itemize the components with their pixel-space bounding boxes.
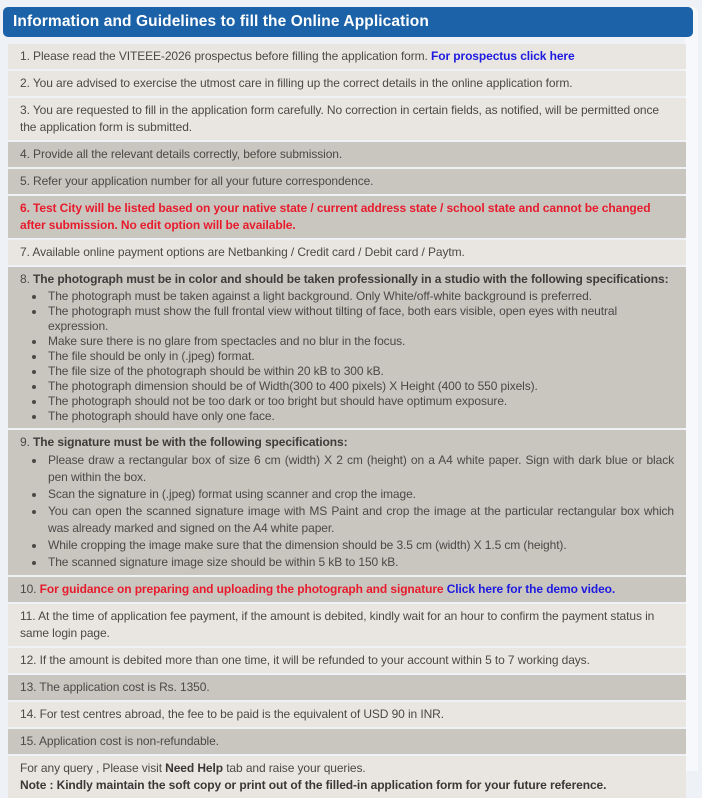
guideline-item-12	[8, 648, 686, 673]
photo-spec-item: • The photograph must be taken against a light background. Only White/off-white background is preferred.	[46, 289, 674, 304]
photo-spec-item: • The photograph must show the full frontal view without tilting of face, both ears visible, open eyes with neutral expression.	[46, 304, 674, 334]
photo-specs-heading: The photograph must be in color and should be taken professionally in a studio with the following specifications:	[33, 272, 669, 286]
item-number: 2.	[20, 76, 30, 90]
item-number: 14.	[20, 707, 37, 721]
guideline-item-2	[8, 71, 686, 96]
item-number: 4.	[20, 147, 30, 161]
item-number: 15.	[20, 734, 37, 748]
query-help-line	[20, 760, 674, 777]
item-text: Please read the VITEEE-2026 prospectus before filling the application form.	[33, 49, 428, 63]
guideline-item-6-warning	[8, 196, 686, 238]
item-number: 9.	[20, 435, 30, 449]
card-right-edge	[685, 7, 698, 771]
item-text: You are advised to exercise the utmost care in filling up the correct details in the online application form.	[32, 76, 573, 90]
item-number: 10.	[20, 582, 37, 596]
guideline-item-8-photo-specs	[8, 267, 686, 428]
photo-spec-item: • The photograph should have only one face.	[46, 409, 674, 424]
query-suffix: tab and raise your queries.	[226, 761, 366, 775]
need-help-tab-ref: Need Help	[165, 761, 223, 775]
signature-spec-item: • The scanned signature image size should be within 5 kB to 150 kB.	[46, 554, 674, 571]
page-title: Information and Guidelines to fill the Online Application	[13, 13, 429, 30]
signature-spec-item: • While cropping the image make sure that the dimension should be 3.5 cm (width) X 1.5 cm (height).	[46, 537, 674, 554]
demo-video-link[interactable]: Click here for the demo video.	[446, 582, 616, 596]
photo-spec-item: • The photograph dimension should be of Width(300 to 400 pixels) X Height (400 to 550 pixels).	[46, 379, 674, 394]
warning-text: Test City will be listed based on your native state / current address state / school state and cannot be changed after submission. No edit option will be available.	[20, 201, 651, 232]
item-text: Refer your application number for all your future correspondence.	[33, 174, 374, 188]
keep-copy-note: Note : Kindly maintain the soft copy or print out of the filled-in application form for your future reference.	[20, 778, 607, 792]
item-number: 12.	[20, 653, 37, 667]
signature-spec-item: • You can open the scanned signature image with MS Paint and crop the image at the particular rectangular box which was already marked and signed on the A4 white paper.	[46, 503, 674, 537]
guideline-item-7	[8, 240, 686, 265]
guideline-item-13	[8, 675, 686, 700]
signature-spec-item: • Scan the signature in (.jpeg) format using scanner and crop the image.	[46, 486, 674, 503]
photo-spec-item: • Make sure there is no glare from spectacles and no blur in the focus.	[46, 334, 674, 349]
signature-spec-item: • Please draw a rectangular box of size 6 cm (width) X 2 cm (height) on a A4 white paper. Sign with dark blue or black pen within the box.	[46, 452, 674, 486]
prospectus-link[interactable]: For prospectus click here	[431, 49, 575, 63]
demo-guidance-text: For guidance on preparing and uploading the photograph and signature	[39, 582, 444, 596]
item-text: You are requested to fill in the application form carefully. No correction in certain fields, as notified, will be permitted once the application form is submitted.	[20, 103, 659, 134]
page-title-bar	[3, 7, 693, 37]
footer-note-row	[8, 756, 686, 798]
item-number: 1.	[20, 49, 30, 63]
item-text: For test centres abroad, the fee to be paid is the equivalent of USD 90 in INR.	[39, 707, 444, 721]
item-number: 7.	[20, 245, 30, 259]
item-number: 3.	[20, 103, 30, 117]
item-number: 6.	[20, 201, 30, 215]
guideline-item-15	[8, 729, 686, 754]
guidelines-panel	[8, 44, 686, 798]
item-text: The application cost is Rs. 1350.	[39, 680, 210, 694]
guideline-item-3	[8, 98, 686, 140]
photo-spec-item: • The file size of the photograph should be within 20 kB to 300 kB.	[46, 364, 674, 379]
item-text: At the time of application fee payment, if the amount is debited, kindly wait for an hour to confirm the payment status in same login page.	[20, 609, 655, 640]
item-number: 13.	[20, 680, 37, 694]
item-text: Available online payment options are Netbanking / Credit card / Debit card / Paytm.	[32, 245, 465, 259]
guideline-item-10-demo	[8, 577, 686, 602]
signature-specs-heading: The signature must be with the following specifications:	[33, 435, 348, 449]
item-text: Provide all the relevant details correctly, before submission.	[33, 147, 343, 161]
guideline-item-4	[8, 142, 686, 167]
photo-spec-item: • The photograph should not be too dark or too bright but should have optimum exposure.	[46, 394, 674, 409]
item-text: Application cost is non-refundable.	[38, 734, 219, 748]
item-number: 11.	[20, 609, 36, 623]
guideline-item-14	[8, 702, 686, 727]
photo-specs-list	[20, 289, 674, 424]
guideline-item-5	[8, 169, 686, 194]
item-number: 5.	[20, 174, 30, 188]
item-number: 8.	[20, 272, 30, 286]
query-prefix: For any query , Please visit	[20, 761, 162, 775]
signature-specs-list	[20, 452, 674, 571]
photo-spec-item: • The file should be only in (.jpeg) format.	[46, 349, 674, 364]
guideline-item-1	[8, 44, 686, 69]
guideline-item-11	[8, 604, 686, 646]
guideline-item-9-signature-specs	[8, 430, 686, 575]
item-text: If the amount is debited more than one time, it will be refunded to your account within 5 to 7 working days.	[39, 653, 590, 667]
